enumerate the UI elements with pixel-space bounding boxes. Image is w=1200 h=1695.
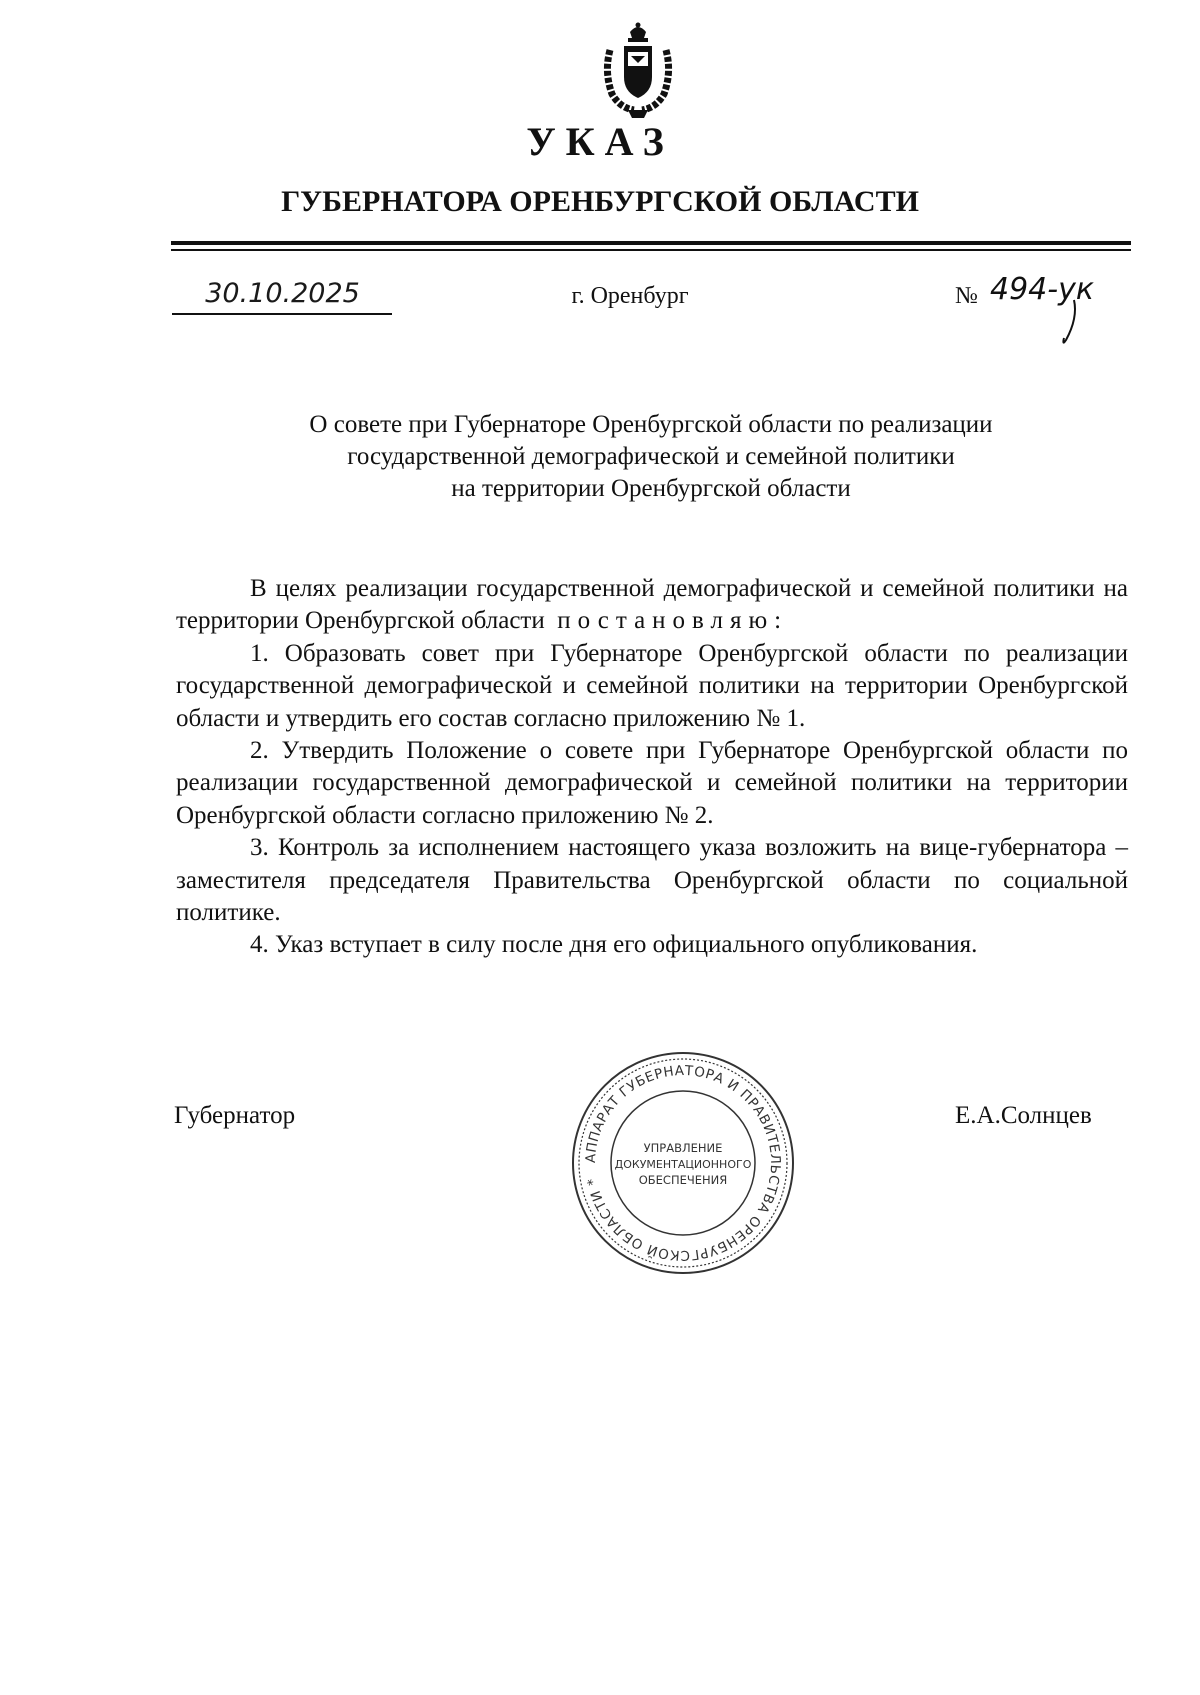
body-item-3: 3. Контроль за исполнением настоящего указа возложить на вице-губернатора – заместителя председателя Правительства Оренбургской области по социальной политике. (176, 834, 1128, 927)
body-item-1: 1. Образовать совет при Губернаторе Оренбургской области по реализации государственной демографической и семейной политики на территории Оренбургской области и утвердить его состав согласно приложению № 1. (176, 639, 1128, 732)
coat-of-arms-emblem (598, 22, 678, 122)
header-rule-thick (171, 241, 1131, 245)
signatory-name: Е.А.Солнцев (955, 1102, 1092, 1129)
resolve-word: постановляю: (557, 607, 789, 635)
subject-line: О совете при Губернаторе Оренбургской области по реализации (309, 411, 993, 438)
seal-center-line: ОБЕСПЕЧЕНИЯ (638, 1173, 728, 1187)
body-intro (176, 573, 1128, 638)
seal-center-line: УПРАВЛЕНИЕ (643, 1141, 723, 1155)
document-subtitle: ГУБЕРНАТОРА ОРЕНБУРГСКОЙ ОБЛАСТИ (281, 185, 919, 218)
document-title: УКАЗ (526, 119, 674, 164)
document-city: г. Оренбург (571, 283, 689, 309)
intro-text: В целях реализации государственной демографической и семейной политики на территории Оренбургской области (176, 575, 1128, 635)
subject-line: на территории Оренбургской области (451, 475, 851, 502)
official-seal (568, 1048, 798, 1278)
date-underline (172, 313, 392, 315)
document-date: 30.10.2025 (205, 278, 360, 309)
document-number: 494-ук (990, 272, 1094, 307)
body-item-2: 2. Утвердить Положение о совете при Губернаторе Оренбургской области по реализации государственной демографической и семейной политики на территории Оренбургской области согласно приложению № 2. (176, 737, 1128, 829)
seal-center-line: ДОКУМЕНТАЦИОННОГО (614, 1158, 752, 1171)
header-rule-thin (171, 249, 1131, 251)
document-body (176, 573, 1128, 962)
number-sign: № (955, 283, 978, 309)
subject-line: государственной демографической и семейной политики (347, 443, 955, 470)
handwritten-stroke (1052, 298, 1092, 348)
body-item-4: 4. Указ вступает в силу после дня его официального опубликования. (250, 931, 978, 959)
seal-ring-text: АППАРАТ ГУБЕРНАТОРА И ПРАВИТЕЛЬСТВА ОРЕНБУРГСКОЙ ОБЛАСТИ * (582, 1062, 784, 1264)
document-subject (171, 409, 1131, 505)
signatory-position: Губернатор (174, 1102, 296, 1129)
